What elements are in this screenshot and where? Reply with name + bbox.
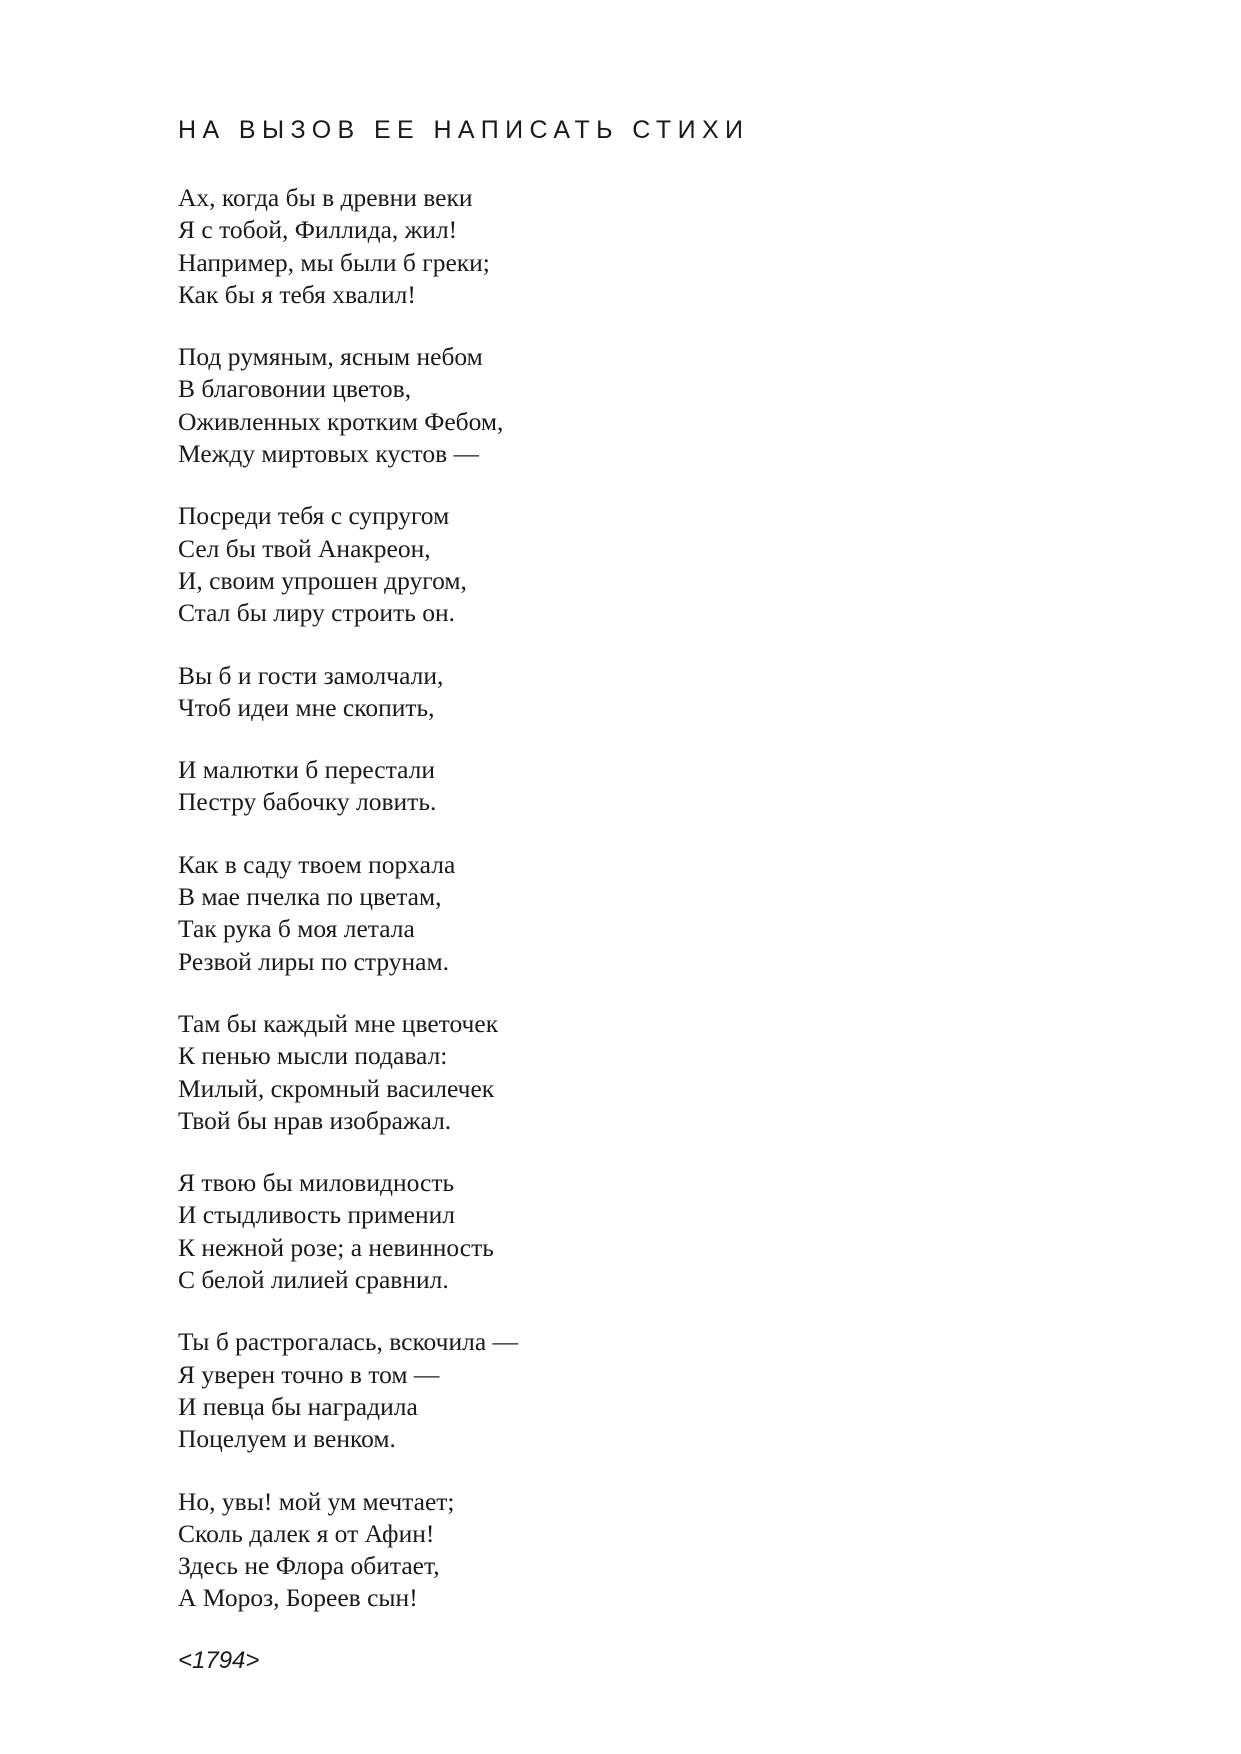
poem-line: Сел бы твой Анакреон, [178,533,431,563]
poem-title: НА ВЫЗОВ ЕЕ НАПИСАТЬ СТИХИ [178,116,750,144]
stanza [178,754,1078,819]
poem-line: И малютки б перестали [178,755,435,785]
poem-line: Здесь не Флора обитает, [178,1551,440,1581]
poem-line: С белой лилией сравнил. [178,1265,449,1295]
poem-line: В благовонии цветов, [178,374,412,404]
poem-date: <1794> [178,1646,260,1674]
poem-line: И певца бы наградила [178,1391,418,1421]
poem-body [178,182,1078,1615]
poem-line: Стал бы лиру строить он. [178,598,456,628]
poem-line: Так рука б моя летала [178,914,415,944]
poem-line: Я с тобой, Филлида, жил! [178,215,458,245]
stanza [178,500,1078,629]
poem-line: Я уверен точно в том — [178,1359,440,1389]
poem-line: Ах, когда бы в древни веки [178,183,473,212]
poem-line: А Мороз, Бореев сын! [178,1583,418,1613]
poem-line: Чтоб идеи мне скопить, [178,692,435,722]
poem-line: В мае пчелка по цветам, [178,882,442,912]
poem-line: И, своим упрошен другом, [178,565,467,595]
poem-line: И стыдливость применил [178,1200,455,1230]
poem-line: К пенью мысли подавал: [178,1041,448,1071]
poem-line: Милый, скромный василечек [178,1073,495,1103]
poem-line: Оживленных кротким Фебом, [178,406,504,436]
poem-line: Посреди тебя с супругом [178,501,450,531]
poem-line: Под румяным, ясным небом [178,342,483,372]
poem-line: Например, мы были б греки; [178,247,490,277]
poem-line: Как в саду твоем порхала [178,849,456,879]
poem-line: Между миртовых кустов — [178,439,479,469]
stanza [178,849,1078,978]
poem-line: Но, увы! мой ум мечтает; [178,1486,455,1516]
poem-page [178,113,1078,1677]
stanza [178,341,1078,470]
poem-line: Как бы я тебя хвалил! [178,279,416,309]
poem-line: Там бы каждый мне цветочек [178,1008,499,1038]
stanza [178,1326,1078,1455]
stanza [178,1486,1078,1615]
poem-line: Пестру бабочку ловить. [178,787,437,817]
poem-line: Я твою бы миловидность [178,1168,455,1198]
stanza [178,1167,1078,1296]
poem-line: Ты б растрогалась, вскочила — [178,1327,519,1357]
stanza [178,660,1078,725]
stanza [178,1008,1078,1137]
stanza [178,182,1078,311]
poem-line: Твой бы нрав изображал. [178,1105,452,1135]
poem-line: Поцелуем и венком. [178,1424,396,1454]
poem-line: Резвой лиры по струнам. [178,946,449,976]
poem-line: К нежной розе; а невинность [178,1232,494,1262]
poem-line: Сколь далек я от Афин! [178,1518,435,1548]
poem-line: Вы б и гости замолчали, [178,660,444,690]
